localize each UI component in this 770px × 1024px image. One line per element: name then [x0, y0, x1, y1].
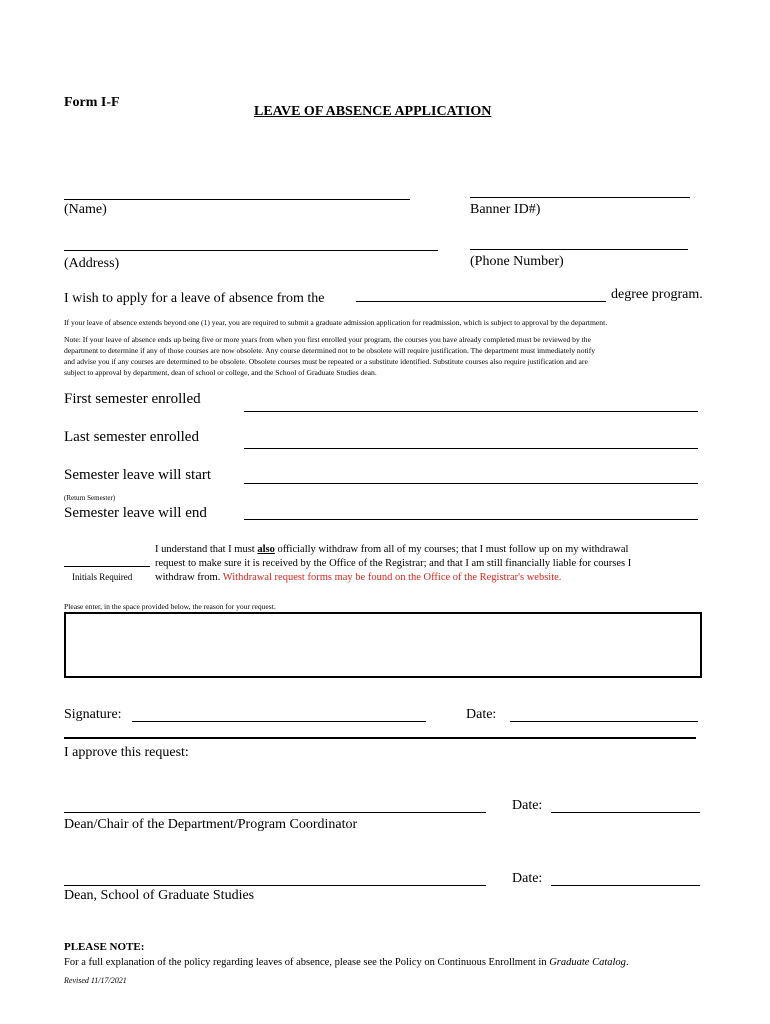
- section-divider: [64, 737, 696, 739]
- reason-textarea[interactable]: [64, 612, 702, 678]
- phone-field[interactable]: [470, 249, 688, 250]
- withdraw-text-also: also: [257, 544, 275, 555]
- withdraw-text-line-3-pre: withdraw from.: [155, 572, 223, 583]
- apply-prefix: I wish to apply for a leave of absence from the: [64, 291, 325, 306]
- dean-date-label: Date:: [512, 871, 543, 886]
- withdraw-text-post: officially withdraw from all of my courses; that I must follow up on my withdrawal: [274, 544, 629, 555]
- initials-field[interactable]: [64, 566, 150, 567]
- name-label: (Name): [64, 202, 107, 217]
- obsolete-note-line-2: department to determine if any of those courses are now obsolete. Any course determined not to be obsolete will require justification. The department must immediately notify: [64, 346, 596, 355]
- form-id: Form I-F: [64, 95, 120, 110]
- readmission-note: If your leave of absence extends beyond one (1) year, you are required to submit a graduate admission application for readmission, which is subject to approval by the department.: [64, 318, 608, 327]
- dean-label: Dean, School of Graduate Studies: [64, 888, 255, 903]
- leave-end-label: Semester leave will end: [64, 505, 207, 521]
- first-semester-label: First semester enrolled: [64, 391, 201, 407]
- address-field[interactable]: [64, 250, 438, 251]
- registrar-link[interactable]: Withdrawal request forms may be found on the Office of the Registrar's website.: [222, 572, 562, 583]
- first-semester-field[interactable]: [244, 411, 698, 412]
- chair-label: Dean/Chair of the Department/Program Coordinator: [64, 817, 358, 832]
- leave-end-field[interactable]: [244, 519, 698, 520]
- address-label: (Address): [64, 256, 120, 271]
- policy-note-pre: For a full explanation of the policy regarding leaves of absence, please see the Policy on Continuous Enrollment in: [64, 957, 550, 968]
- approval-heading: I approve this request:: [64, 745, 189, 760]
- reason-prompt: Please enter, in the space provided below, the reason for your request.: [64, 602, 276, 611]
- phone-label: (Phone Number): [470, 254, 564, 269]
- signature-date-field[interactable]: [510, 721, 698, 722]
- withdraw-text-line-1: [155, 544, 628, 555]
- obsolete-note-line-4: subject to approval by department, dean of school or college, and the School of Graduate Studies dean.: [64, 368, 377, 377]
- name-field[interactable]: [64, 199, 410, 200]
- chair-date-field[interactable]: [551, 812, 700, 813]
- obsolete-note-line-3: and advise you if any courses are determined to be obsolete. Obsolete courses must be repeated or a substitute identified. Substitute courses also require justification and are: [64, 357, 588, 366]
- chair-date-label: Date:: [512, 798, 543, 813]
- last-semester-field[interactable]: [244, 448, 698, 449]
- signature-label: Signature:: [64, 707, 122, 722]
- page-title: LEAVE OF ABSENCE APPLICATION: [254, 104, 492, 119]
- banner-id-label: Banner ID#): [470, 202, 541, 217]
- return-semester-note: (Return Semester): [64, 494, 116, 502]
- dean-signature-field[interactable]: [64, 885, 486, 886]
- graduate-catalog: Graduate Catalog: [549, 957, 626, 968]
- signature-date-label: Date:: [466, 707, 497, 722]
- last-semester-label: Last semester enrolled: [64, 429, 199, 445]
- policy-note: [64, 957, 629, 968]
- leave-start-field[interactable]: [244, 483, 698, 484]
- obsolete-note-line-1: Note: If your leave of absence ends up being five or more years from when you first enrolled your program, the courses you have already completed must be reviewed by the: [64, 335, 591, 344]
- signature-field[interactable]: [132, 721, 426, 722]
- please-note-heading: PLEASE NOTE:: [64, 941, 145, 953]
- initials-label: Initials Required: [72, 572, 133, 582]
- withdraw-text-line-2: request to make sure it is received by the Office of the Registrar; and that I am still financially liable for courses I: [155, 558, 632, 569]
- revised-date: Revised 11/17/2021: [64, 976, 127, 985]
- withdraw-text-pre: I understand that I must: [155, 544, 258, 555]
- chair-signature-field[interactable]: [64, 812, 486, 813]
- banner-id-field[interactable]: [470, 197, 690, 198]
- withdraw-text-line-3: [155, 572, 561, 583]
- degree-program-field[interactable]: [356, 301, 606, 302]
- apply-suffix: degree program.: [611, 287, 703, 302]
- leave-start-label: Semester leave will start: [64, 467, 212, 483]
- policy-note-post: .: [625, 957, 629, 968]
- dean-date-field[interactable]: [551, 885, 700, 886]
